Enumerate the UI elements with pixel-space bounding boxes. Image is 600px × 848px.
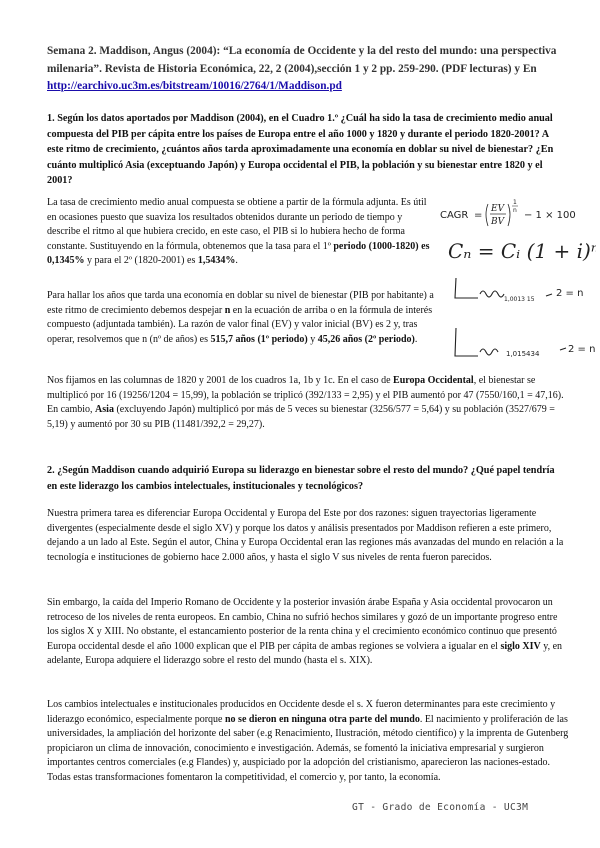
p3-text-e: (excluyendo Japón) multiplicó por más de 5 veces su bienestar (3256/577 = 5,64) y su población (3527/679 = 5,19) y aumentó por 30 su PIB (11481/392,2 = 29,27). bbox=[47, 404, 555, 430]
right-paren-icon bbox=[508, 204, 510, 226]
cagr-formula bbox=[440, 196, 598, 232]
p1-text-c: y para el 2º (1820-2001) es bbox=[84, 255, 198, 267]
page-footer: GT - Grado de Economía - UC3M bbox=[352, 802, 529, 813]
cagr-tail: − 1 × 100 bbox=[524, 210, 576, 221]
p1-rate-period-2: 1,5434% bbox=[197, 255, 236, 267]
p2-text-d: y bbox=[307, 333, 318, 345]
p6-emphasis: no se dieron en ninguna otra parte del mundo bbox=[224, 713, 420, 725]
cagr-formula-graphic bbox=[440, 196, 598, 232]
handwriting-line1-rhs: 2 = n bbox=[556, 288, 584, 299]
left-paren-icon bbox=[486, 204, 488, 226]
paragraph-europe-east-west: Nuestra primera tarea es diferenciar Europa Occidental y Europa del Este por dos razones: siguen trayectorias ligeramente divergentes (especialmente desde el siglo XV) y porque los datos y análisis presentados por Maddison refieren a este primero, dejando a un lado al Este. Según el autor, China y Europa Occidental eran las regiones más avanzadas del mundo en relación a la tecnología e instituciones de gobierno hace 2.000 años, y hasta el siglo V sus niveles de renta fueron parecidos. bbox=[47, 508, 564, 563]
p1-rate-period-1: periodo (1000-1820) es 0,1345% bbox=[47, 240, 430, 267]
p2-variable-n: n bbox=[224, 304, 231, 316]
p6-text-c: . El nacimiento y proliferación de las universidades, la ampliación del horizonte del saber (e.g Renacimiento, Ilustración, método científico) y la imprenta de Gutenberg propiciaron un clima de innovación, conocimiento e investigación. Además, se fomentó la iniciativa empresarial y surgieron importantes centros comerciales (e.g Flandes) y, auspiciado por la adopción del cristianismo, aparecieron las naciones-estado. Todas estas transformaciones fomentaron la competitividad, el comercio y, por tanto, la economía. bbox=[47, 713, 569, 783]
paragraph-growth-rate bbox=[47, 196, 437, 269]
compound-text: Cₙ = Cᵢ (1 + i)ⁿ bbox=[448, 239, 596, 263]
p3-asia: Asia bbox=[95, 404, 114, 416]
handwriting-graphic bbox=[448, 276, 598, 366]
cagr-bv: BV bbox=[491, 217, 505, 227]
paragraph-doubling-time bbox=[47, 289, 437, 347]
question-2: 2. ¿Según Maddison cuando adquirió Europa su liderazgo en bienestar sobre el resto del mundo? ¿Qué papel tendría en este liderazgo los cambios intelectuales, institucionales y tecnológicos? bbox=[47, 465, 555, 492]
p2-text-a: Para hallar los años que tarda una economía en doblar su nivel de bienestar (PIB por habitante) a este ritmo de crecimiento debemos despejar bbox=[47, 290, 434, 316]
p5-text-c: y, en adelante, Europa adquiere el liderazgo sobre el resto del mundo (hasta el s. XIX). bbox=[47, 640, 563, 667]
p6-text-a: Los cambios intelectuales e institucionales producidos en Occidente desde el s. X fueron determinantes para este crecimiento y liderazgo económico, especialmente porque bbox=[47, 699, 556, 725]
citation-text: Semana 2. Maddison, Angus (2004): “La economía de Occidente y la del resto del mundo: una perspectiva milenaria”. Revista de Historia Económica, 22, 2 (2004),sección 1 y 2 pp. 259-290. (PDF lecturas) y En bbox=[47, 45, 557, 75]
cagr-ev: EV bbox=[491, 204, 505, 214]
p1-text-a: La tasa de crecimiento medio anual compuesta se obtiene a partir de la fórmula adjunta. Es útil en ocasiones puesto que suaviza los resultados obtenidos durante un periodo de tiempo y describe el ritmo al que hubiera crecido, en este caso, el PIB si lo hubiera hecho de forma constante. Sustituyendo en la fórmula, obtenemos que la tasa para el 1º bbox=[47, 197, 427, 252]
cagr-exp-num: 1 bbox=[513, 199, 517, 206]
handwriting-line2-sub: 1,015434 bbox=[506, 350, 540, 358]
p1-text-e: . bbox=[235, 255, 238, 267]
p5-siglo-xiv: siglo XIV bbox=[500, 640, 541, 652]
compound-interest-formula bbox=[446, 236, 596, 266]
cagr-eq: = bbox=[474, 210, 483, 221]
handwriting-line1-sub: 1,0013 15 bbox=[504, 296, 535, 303]
p5-text-a: Sin embargo, la caída del Imperio Romano de Occidente y la posterior invasión árabe España y Asia occidental provocaron un retroceso de los niveles de renta europeos. En cambio, China no sufrió hechos similares y gozó de un importante progreso entre los siglos X y XIII. No obstante, el estancamiento posterior de la renta china y el crecimiento económico continuo que presentó Europa occidental desde el año 1000 explican que el PIB per cápita de ambas regiones se volviera a igualar en el bbox=[47, 597, 558, 652]
citation-header bbox=[47, 43, 567, 96]
citation-link[interactable]: http://earchivo.uc3m.es/bitstream/10016/2764/1/Maddison.pd bbox=[47, 80, 342, 92]
p2-text-f: . bbox=[414, 333, 418, 345]
paragraph-europe-asia bbox=[47, 374, 569, 432]
p2-text-b: en la ecuación de arriba o en la fórmula de interés compuesto (adjuntada también). La razón de valor final (EV) y valor inicial (BV) es 2 y, tras operar, resolvemos que n (nº de años) es bbox=[47, 304, 433, 345]
paragraph-roman-empire bbox=[47, 596, 569, 669]
question-1: 1. Según los datos aportados por Maddison (2004), en el Cuadro 1.º ¿Cuál ha sido la tasa de crecimiento medio anual compuesta del PIB per cápita entre los países de Europa entre el año 1000 y 1820 y durante el periodo 1820-2001? A este ritmo de crecimiento, ¿cuántos años tarda aproximadamente una economía en doblar su nivel de bienestar? ¿En cuánto multiplicó Asia (exceptuando Japón) y Europa occidental el PIB, la población y su bienestar entre 1820 y el 2001? bbox=[47, 113, 554, 187]
handwriting-line2-rhs: 2 = n bbox=[568, 344, 596, 355]
cagr-label: CAGR bbox=[440, 210, 469, 221]
handwritten-notes bbox=[448, 276, 598, 366]
paragraph-intellectual-changes bbox=[47, 698, 569, 786]
p2-years-period-2: 45,26 años (2º periodo) bbox=[317, 333, 415, 345]
p2-years-period-1: 515,7 años (1º periodo) bbox=[210, 333, 308, 345]
handwriting-strokes bbox=[455, 278, 566, 356]
p3-europa-occidental: Europa Occidental bbox=[393, 375, 474, 386]
p3-text-a: Nos fijamos en las columnas de 1820 y 2001 de los cuadros 1a, 1b y 1c. En el caso de bbox=[47, 375, 394, 386]
p3-text-c: , el bienestar se multiplicó por 16 (19256/1204 = 15,99), la población se triplicó (392/133 = 2,95) y el PIB aumentó por 47 (7550/160,1 = 47,16). En cambio, bbox=[47, 375, 564, 416]
compound-formula-graphic bbox=[446, 236, 596, 266]
cagr-exp-den: n bbox=[513, 207, 517, 214]
